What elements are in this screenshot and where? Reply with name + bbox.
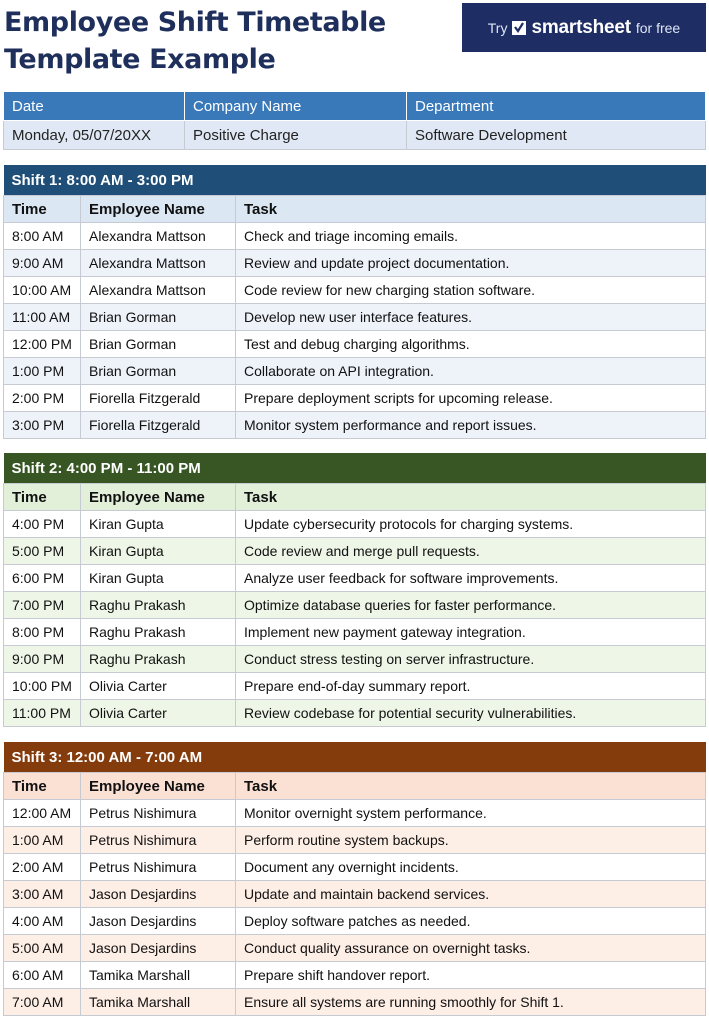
- employee-name-cell[interactable]: Jason Desjardins: [81, 881, 236, 908]
- table-row: [4, 935, 706, 962]
- time-cell[interactable]: 4:00 PM: [4, 511, 81, 538]
- shift-2-title-row: [4, 453, 706, 484]
- task-cell[interactable]: Develop new user interface features.: [236, 304, 706, 331]
- time-cell[interactable]: 7:00 PM: [4, 592, 81, 619]
- table-row: [4, 223, 706, 250]
- time-cell[interactable]: 8:00 AM: [4, 223, 81, 250]
- time-cell[interactable]: 8:00 PM: [4, 619, 81, 646]
- table-row: [4, 277, 706, 304]
- header-task: Task: [236, 196, 706, 223]
- time-cell[interactable]: 11:00 AM: [4, 304, 81, 331]
- banner-free-label: for free: [635, 19, 681, 36]
- info-header-date: Date: [4, 92, 185, 121]
- employee-name-cell[interactable]: Olivia Carter: [81, 673, 236, 700]
- time-cell[interactable]: 2:00 AM: [4, 854, 81, 881]
- info-value-row: [4, 121, 706, 150]
- employee-name-cell[interactable]: Jason Desjardins: [81, 908, 236, 935]
- shift-1-title-row: [4, 165, 706, 196]
- employee-name-cell[interactable]: Kiran Gupta: [81, 511, 236, 538]
- info-header-company: Company Name: [185, 92, 407, 121]
- employee-name-cell[interactable]: Fiorella Fitzgerald: [81, 385, 236, 412]
- info-table: [3, 91, 706, 150]
- employee-name-cell[interactable]: Alexandra Mattson: [81, 250, 236, 277]
- employee-name-cell[interactable]: Raghu Prakash: [81, 646, 236, 673]
- shift-title: Shift 3: 12:00 AM - 7:00 AM: [4, 742, 706, 773]
- shift-3-title-row: [4, 742, 706, 773]
- task-cell[interactable]: Prepare end-of-day summary report.: [236, 673, 706, 700]
- table-row: [4, 592, 706, 619]
- header-time: Time: [4, 196, 81, 223]
- task-cell[interactable]: Optimize database queries for faster performance.: [236, 592, 706, 619]
- table-row: [4, 646, 706, 673]
- employee-name-cell[interactable]: Alexandra Mattson: [81, 223, 236, 250]
- header-employee-name: Employee Name: [81, 773, 236, 800]
- info-value-date[interactable]: Monday, 05/07/20XX: [4, 121, 185, 150]
- banner-try-label: Try: [487, 19, 508, 36]
- header-task: Task: [236, 773, 706, 800]
- task-cell[interactable]: Prepare deployment scripts for upcoming release.: [236, 385, 706, 412]
- task-cell[interactable]: Perform routine system backups.: [236, 827, 706, 854]
- header-employee-name: Employee Name: [81, 196, 236, 223]
- table-row: [4, 538, 706, 565]
- task-cell[interactable]: Review codebase for potential security vulnerabilities.: [236, 700, 706, 727]
- task-cell[interactable]: Conduct quality assurance on overnight tasks.: [236, 935, 706, 962]
- task-cell[interactable]: Implement new payment gateway integration.: [236, 619, 706, 646]
- info-value-company[interactable]: Positive Charge: [185, 121, 407, 150]
- time-cell[interactable]: 12:00 AM: [4, 800, 81, 827]
- table-row: [4, 358, 706, 385]
- time-cell[interactable]: 12:00 PM: [4, 331, 81, 358]
- employee-name-cell[interactable]: Petrus Nishimura: [81, 800, 236, 827]
- employee-name-cell[interactable]: Petrus Nishimura: [81, 827, 236, 854]
- time-cell[interactable]: 2:00 PM: [4, 385, 81, 412]
- table-row: [4, 854, 706, 881]
- task-cell[interactable]: Update cybersecurity protocols for charging systems.: [236, 511, 706, 538]
- employee-name-cell[interactable]: Brian Gorman: [81, 304, 236, 331]
- header-employee-name: Employee Name: [81, 484, 236, 511]
- task-cell[interactable]: Monitor overnight system performance.: [236, 800, 706, 827]
- task-cell[interactable]: Document any overnight incidents.: [236, 854, 706, 881]
- employee-name-cell[interactable]: Kiran Gupta: [81, 538, 236, 565]
- employee-name-cell[interactable]: Raghu Prakash: [81, 619, 236, 646]
- shift-1-body: [4, 165, 706, 439]
- table-row: [4, 331, 706, 358]
- table-row: [4, 565, 706, 592]
- time-cell[interactable]: 10:00 PM: [4, 673, 81, 700]
- table-row: [4, 962, 706, 989]
- time-cell[interactable]: 11:00 PM: [4, 700, 81, 727]
- employee-name-cell[interactable]: Raghu Prakash: [81, 592, 236, 619]
- task-cell[interactable]: Deploy software patches as needed.: [236, 908, 706, 935]
- time-cell[interactable]: 6:00 AM: [4, 962, 81, 989]
- table-row: [4, 673, 706, 700]
- table-row: [4, 989, 706, 1016]
- employee-name-cell[interactable]: Tamika Marshall: [81, 989, 236, 1016]
- employee-name-cell[interactable]: Fiorella Fitzgerald: [81, 412, 236, 439]
- time-cell[interactable]: 5:00 PM: [4, 538, 81, 565]
- page-title: Employee Shift Timetable Template Example: [4, 7, 386, 75]
- header-task: Task: [236, 484, 706, 511]
- task-cell[interactable]: Prepare shift handover report.: [236, 962, 706, 989]
- time-cell[interactable]: 9:00 PM: [4, 646, 81, 673]
- time-cell[interactable]: 1:00 PM: [4, 358, 81, 385]
- table-row: [4, 881, 706, 908]
- time-cell[interactable]: 7:00 AM: [4, 989, 81, 1016]
- shift-3-table: [3, 742, 706, 1016]
- employee-name-cell[interactable]: Jason Desjardins: [81, 935, 236, 962]
- table-row: [4, 412, 706, 439]
- shift-title: Shift 1: 8:00 AM - 3:00 PM: [4, 165, 706, 196]
- table-row: [4, 908, 706, 935]
- task-cell[interactable]: Analyze user feedback for software improvements.: [236, 565, 706, 592]
- time-cell[interactable]: 1:00 AM: [4, 827, 81, 854]
- time-cell[interactable]: 9:00 AM: [4, 250, 81, 277]
- table-row: [4, 511, 706, 538]
- task-cell[interactable]: Test and debug charging algorithms.: [236, 331, 706, 358]
- task-cell[interactable]: Ensure all systems are running smoothly for Shift 1.: [236, 989, 706, 1016]
- task-cell[interactable]: Code review for new charging station software.: [236, 277, 706, 304]
- time-cell[interactable]: 5:00 AM: [4, 935, 81, 962]
- shift-2-body: [4, 453, 706, 727]
- table-row: [4, 619, 706, 646]
- banner-brand-name: smartsheet: [531, 16, 631, 38]
- shift-3-body: [4, 742, 706, 1016]
- task-cell[interactable]: Conduct stress testing on server infrastructure.: [236, 646, 706, 673]
- header-time: Time: [4, 773, 81, 800]
- table-row: [4, 700, 706, 727]
- task-cell[interactable]: Update and maintain backend services.: [236, 881, 706, 908]
- shift-title: Shift 2: 4:00 PM - 11:00 PM: [4, 453, 706, 484]
- time-cell[interactable]: 4:00 AM: [4, 908, 81, 935]
- column-header-row: [4, 773, 706, 800]
- column-header-row: [4, 484, 706, 511]
- time-cell[interactable]: 3:00 PM: [4, 412, 81, 439]
- employee-name-cell[interactable]: Petrus Nishimura: [81, 854, 236, 881]
- info-header-row: [4, 92, 706, 121]
- column-header-row: [4, 196, 706, 223]
- info-value-department[interactable]: Software Development: [407, 121, 706, 150]
- time-cell[interactable]: 3:00 AM: [4, 881, 81, 908]
- employee-name-cell[interactable]: Brian Gorman: [81, 331, 236, 358]
- employee-name-cell[interactable]: Kiran Gupta: [81, 565, 236, 592]
- task-cell[interactable]: Code review and merge pull requests.: [236, 538, 706, 565]
- employee-name-cell[interactable]: Brian Gorman: [81, 358, 236, 385]
- table-row: [4, 385, 706, 412]
- table-row: [4, 827, 706, 854]
- info-header-department: Department: [407, 92, 706, 121]
- smartsheet-banner-button[interactable]: [462, 3, 706, 52]
- header-time: Time: [4, 484, 81, 511]
- task-cell[interactable]: Collaborate on API integration.: [236, 358, 706, 385]
- employee-name-cell[interactable]: Olivia Carter: [81, 700, 236, 727]
- table-row: [4, 250, 706, 277]
- task-cell[interactable]: Check and triage incoming emails.: [236, 223, 706, 250]
- shift-2-table: [3, 453, 706, 727]
- table-row: [4, 800, 706, 827]
- employee-name-cell[interactable]: Alexandra Mattson: [81, 277, 236, 304]
- shift-1-table: [3, 165, 706, 439]
- table-row: [4, 304, 706, 331]
- time-cell[interactable]: 6:00 PM: [4, 565, 81, 592]
- employee-name-cell[interactable]: Tamika Marshall: [81, 962, 236, 989]
- smartsheet-check-icon: [512, 20, 526, 36]
- task-cell[interactable]: Monitor system performance and report issues.: [236, 412, 706, 439]
- time-cell[interactable]: 10:00 AM: [4, 277, 81, 304]
- task-cell[interactable]: Review and update project documentation.: [236, 250, 706, 277]
